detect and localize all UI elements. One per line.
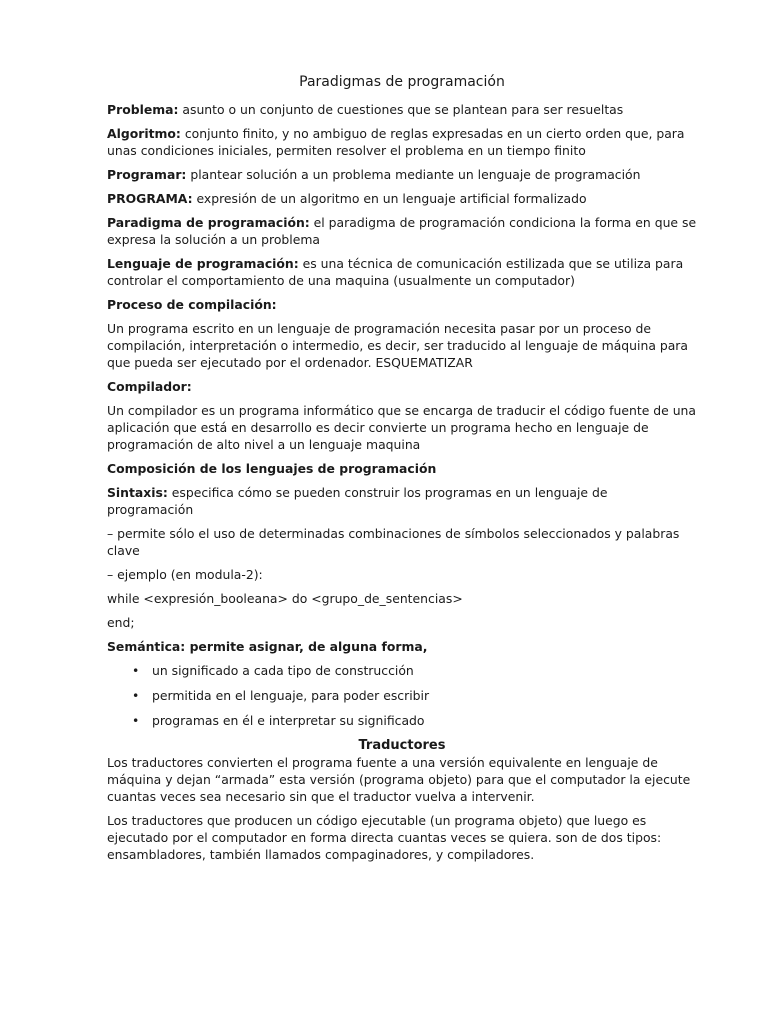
definition-term: Paradigma de programación: bbox=[107, 215, 310, 230]
definition-programa bbox=[107, 190, 697, 207]
definition-term: Programar: bbox=[107, 167, 187, 182]
document-title: Paradigmas de programación bbox=[299, 74, 505, 90]
semantics-bullet-list bbox=[107, 662, 697, 729]
definition-text: asunto o un conjunto de cuestiones que se plantean para ser resueltas bbox=[178, 102, 624, 117]
definition-paradigma bbox=[107, 214, 697, 248]
code-line-end: end; bbox=[107, 615, 135, 630]
list-item-text: programas en él e interpretar su significado bbox=[152, 713, 425, 728]
definition-term: PROGRAMA: bbox=[107, 191, 193, 206]
definition-term: Lenguaje de programación: bbox=[107, 256, 299, 271]
bullet-icon: • bbox=[132, 688, 140, 703]
code-line-while: while <expresión_booleana> do <grupo_de_sentencias> bbox=[107, 591, 463, 606]
list-item bbox=[107, 687, 697, 704]
definition-text: plantear solución a un problema mediante un lenguaje de programación bbox=[186, 167, 641, 182]
semantics-heading: Semántica: permite asignar, de alguna forma, bbox=[107, 639, 428, 654]
definition-text: conjunto finito, y no ambiguo de reglas expresadas en un cierto orden que, para unas condiciones iniciales, permiten resolver el problema en un tiempo finito bbox=[107, 126, 685, 158]
syntax-example-line: – ejemplo (en modula-2): bbox=[107, 567, 263, 582]
list-item bbox=[107, 662, 697, 679]
compiler-text: Un compilador es un programa informático que se encarga de traducir el código fuente de una aplicación que está en desarrollo es decir convierte un programa hecho en lenguaje de programación de alto nivel a un lenguaje maquina bbox=[107, 403, 696, 452]
definition-term: Algoritmo: bbox=[107, 126, 181, 141]
definition-lenguaje bbox=[107, 255, 697, 289]
list-item-text: un significado a cada tipo de construcción bbox=[152, 663, 414, 678]
definition-text: es una técnica de comunicación estilizada que se utiliza para controlar el comportamiento de una maquina (usualmente un computador) bbox=[107, 256, 684, 288]
definition-text: el paradigma de programación condiciona la forma en que se expresa la solución a un problema bbox=[107, 215, 697, 247]
list-item bbox=[107, 712, 697, 729]
list-item-text: permitida en el lenguaje, para poder escribir bbox=[152, 688, 430, 703]
syntax-term: Sintaxis: bbox=[107, 485, 168, 500]
compilation-heading: Proceso de compilación: bbox=[107, 297, 277, 312]
syntax-rule-line: – permite sólo el uso de determinadas combinaciones de símbolos seleccionados y palabras clave bbox=[107, 526, 680, 558]
definition-problema bbox=[107, 101, 697, 118]
definition-term: Problema: bbox=[107, 102, 179, 117]
translators-paragraph-2: Los traductores que producen un código ejecutable (un programa objeto) que luego es ejecutado por el computador en forma directa cuantas veces se quiera. son de dos tipos: ensambladores, también llamados compaginadores, y compiladores. bbox=[107, 813, 662, 862]
translators-heading: Traductores bbox=[358, 738, 446, 753]
syntax-text: especifica cómo se pueden construir los programas en un lenguaje de programación bbox=[107, 485, 608, 517]
composition-heading: Composición de los lenguajes de programación bbox=[107, 461, 437, 476]
definition-text: expresión de un algoritmo en un lenguaje artificial formalizado bbox=[192, 191, 587, 206]
syntax-paragraph bbox=[107, 484, 697, 518]
document-page bbox=[107, 74, 697, 870]
bullet-icon: • bbox=[132, 663, 140, 678]
bullet-icon: • bbox=[132, 713, 140, 728]
definition-algoritmo bbox=[107, 125, 697, 159]
compiler-heading: Compilador: bbox=[107, 379, 192, 394]
translators-paragraph-1: Los traductores convierten el programa fuente a una versión equivalente en lenguaje de máquina y dejan “armada” esta versión (programa objeto) para que el computador la ejecute cuantas veces sea necesario sin que el traductor vuelva a intervenir. bbox=[107, 755, 691, 804]
definition-programar bbox=[107, 166, 697, 183]
compilation-text: Un programa escrito en un lenguaje de programación necesita pasar por un proceso de compilación, interpretación o intermedio, es decir, ser traducido al lenguaje de máquina para que pueda ser ejecutado por el ordenador. ESQUEMATIZAR bbox=[107, 321, 688, 370]
